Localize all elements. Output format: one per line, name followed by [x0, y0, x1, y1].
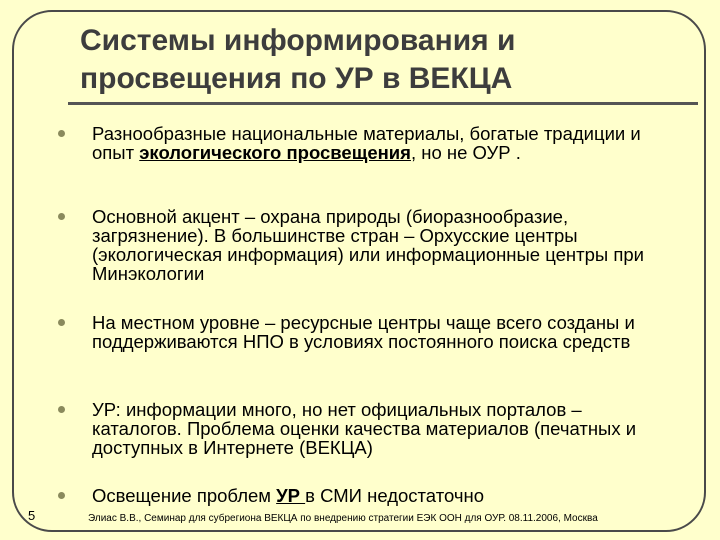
bullet-text-underlined: УР: [276, 485, 306, 506]
title-line-2: просвещения по УР в ВЕКЦА: [80, 62, 513, 95]
bullet-text: [92, 486, 672, 505]
title-line-1: Системы информирования и: [80, 24, 516, 57]
bullet-dot-icon: [58, 213, 65, 220]
bullet-text-part: Освещение проблем: [92, 485, 277, 506]
bullet-text-part: в СМИ недостаточно: [305, 485, 484, 506]
bullet-text: На местном уровне – ресурсные центры чаще всего созданы и поддерживаются НПО в условиях постоянного поиска средств: [92, 312, 635, 352]
bullet-text-part: , но не ОУР .: [410, 142, 521, 163]
bullet-dot-icon: [58, 319, 65, 326]
bullet-text: [92, 124, 672, 162]
bullet-text-part: Разнообразные национальные материалы, богатые традиции и опыт: [92, 123, 641, 163]
page-number: 5: [28, 508, 36, 523]
bullet-text: УР: информации много, но нет официальных порталов – каталогов. Проблема оценки качества материалов (печатных и доступных в Интернете (ВЕКЦА): [92, 399, 637, 458]
footer-citation: Элиас В.В., Семинар для субрегиона ВЕКЦА по внедрению стратегии ЕЭК ООН для ОУР. 08.11.2006, Москва: [88, 513, 598, 524]
bullet-text: Основной акцент – охрана природы (биоразнообразие, загрязнение). В большинстве стран – Орхусские центры (экологическая информация) или информационные центры при Минэкологии: [92, 206, 644, 284]
bullet-dot-icon: [58, 406, 65, 413]
bullet-dot-icon: [58, 130, 65, 137]
bullet-dot-icon: [58, 492, 65, 499]
bullet-text-underlined: экологического просвещения: [139, 142, 411, 163]
